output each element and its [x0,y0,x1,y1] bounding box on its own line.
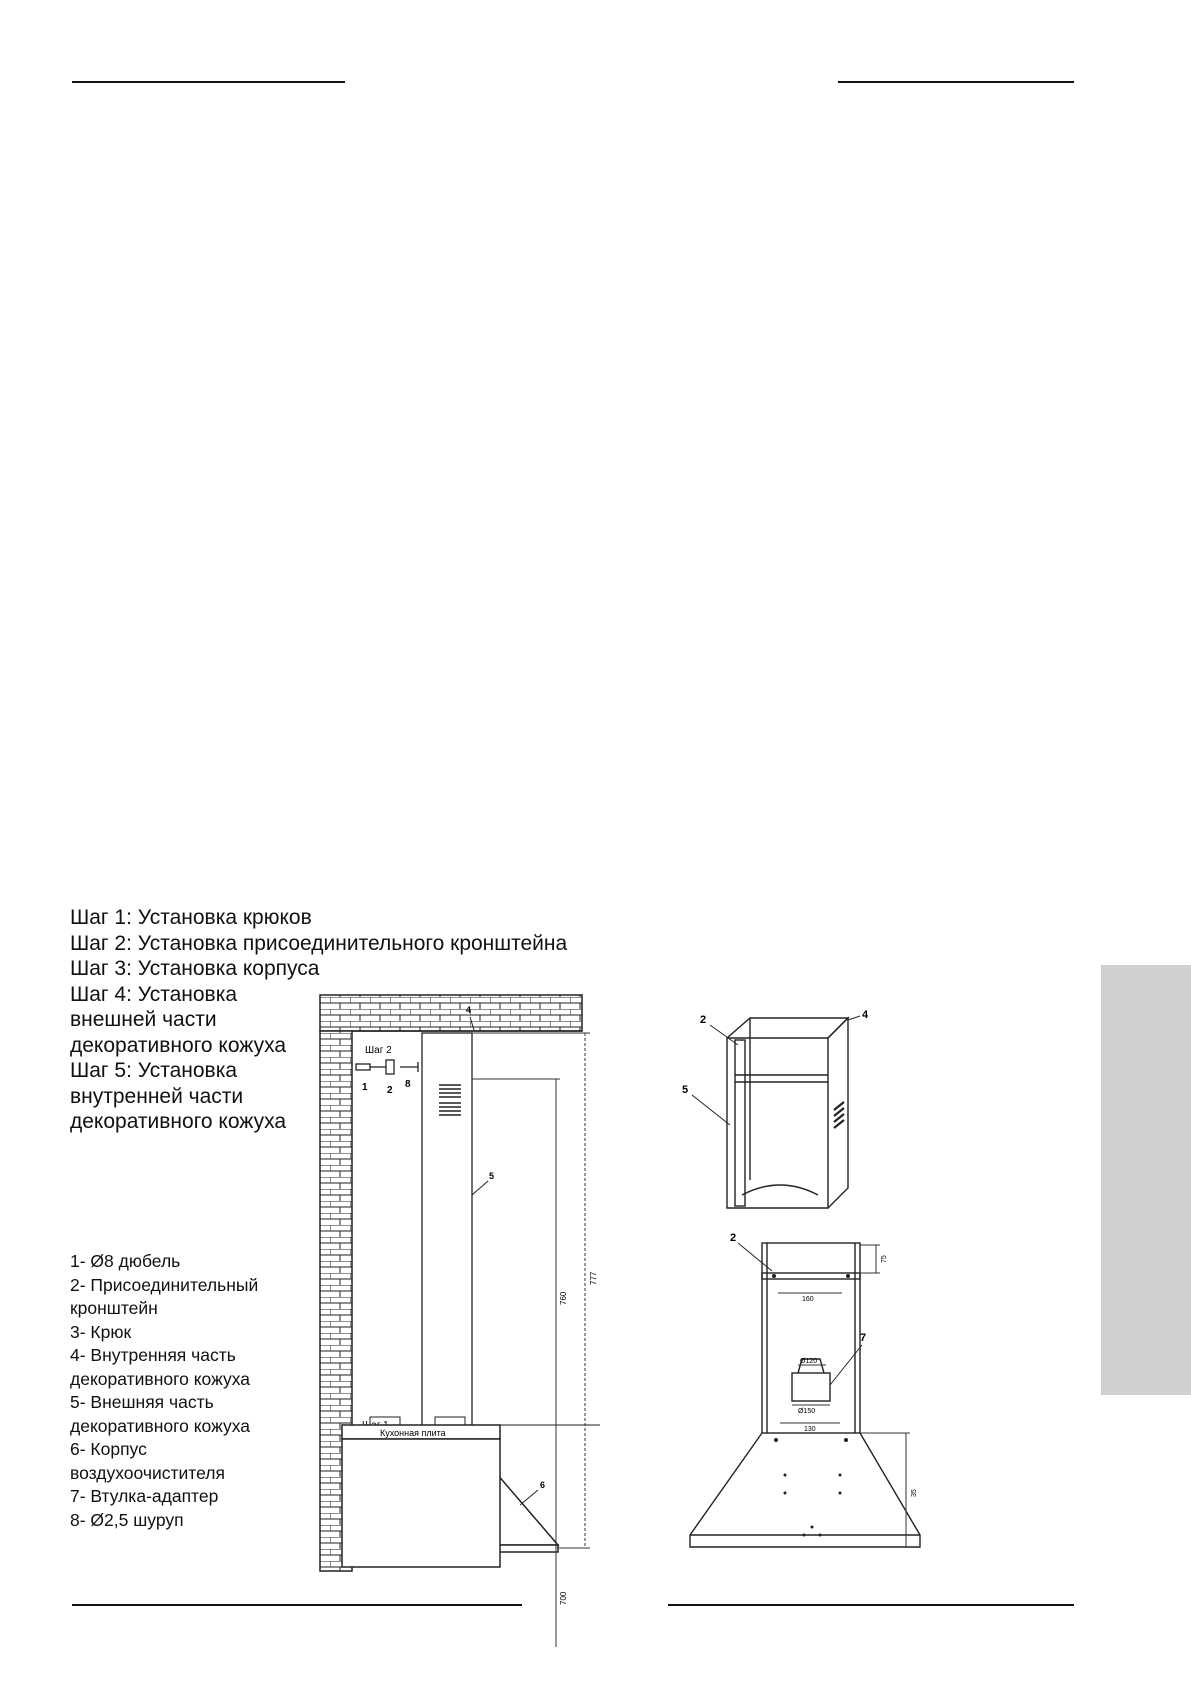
step-line: Шаг 3: Установка корпуса [70,957,320,980]
callout-4-right: 4 [862,1009,869,1021]
callout-5: 5 [489,1171,495,1181]
callout-2: 2 [387,1085,393,1096]
dowel-bracket-icon [356,1060,418,1074]
dimension-holes: 130 [804,1426,816,1433]
callout-2-right: 2 [700,1014,707,1026]
footer-rule-right [668,1604,1074,1606]
vent-grille-icon [834,1102,844,1128]
legend-line: 4- Внутренняя часть [70,1345,236,1365]
legend-line: декоративного кожуха [70,1415,251,1436]
step-line: внутренней части [70,1084,244,1108]
step-line: Шаг 5: Установка [70,1059,238,1082]
legend-line: 7- Втулка-адаптер [70,1486,219,1506]
callout-7: 7 [860,1332,867,1344]
parts-legend [70,1250,258,1532]
step-line: внешней части [70,1008,217,1031]
stove-label: Кухонная плита [380,1428,446,1438]
step2-label: Шаг 2 [365,1045,392,1056]
callout-5-right: 5 [682,1084,689,1096]
chimney-perspective-diagram [680,1010,880,1220]
callout-4: 4 [466,1005,472,1015]
side-tab [1101,965,1191,1395]
footer-rule-left [72,1604,522,1606]
legend-line: 5- Внешняя часть [70,1392,214,1412]
step-line: Шаг 1: Установка крюков [70,906,312,929]
callout-1: 1 [362,1082,368,1093]
legend-line: кронштейн [70,1298,158,1318]
step-line: декоративного кожуха [70,1110,287,1133]
step-line: Шаг 2: Установка присоединительного кронштейна [70,931,568,955]
callout-8: 8 [405,1079,411,1090]
stove-diagram [340,1395,610,1570]
dimension-top: 75 [881,1255,888,1263]
legend-line: декоративного кожуха [70,1368,251,1389]
callout-2-front: 2 [730,1232,737,1244]
adapter-sleeve [792,1373,830,1401]
step-line: декоративного кожуха [70,1033,287,1057]
brick-wall-top [320,995,582,1031]
legend-line: 6- Корпус [70,1439,147,1459]
dimension-adapter-inner: Ø120 [800,1358,818,1365]
vent-grille-icon [439,1085,461,1115]
dimension-clearance: 700 [559,1591,568,1605]
dimension-bracket: 160 [802,1296,814,1303]
dimension-hood-height: 760 [559,1291,568,1305]
legend-line: воздухоочистителя [70,1462,225,1483]
legend-line: 8- Ø2,5 шуруп [70,1509,184,1530]
header-rule-left [72,81,345,83]
chimney-outer-cover [422,1033,472,1445]
callout-6: 6 [540,1480,546,1490]
legend-line: 2- Присоединительный [70,1274,259,1295]
dimension-height: 35 [911,1489,918,1497]
stove-cabinet-diagram [310,1575,610,1580]
kitchen-cabinet [342,1439,500,1567]
dimension-adapter-outer: Ø150 [798,1408,816,1415]
legend-line: 1- Ø8 дюбель [70,1251,181,1271]
hood-front-diagram [680,1232,940,1565]
step-line: Шаг 4: Установка [70,982,238,1006]
dimension-total-height: 777 [589,1271,598,1285]
header-rule-right [838,81,1074,83]
legend-line: 3- Крюк [70,1321,132,1342]
